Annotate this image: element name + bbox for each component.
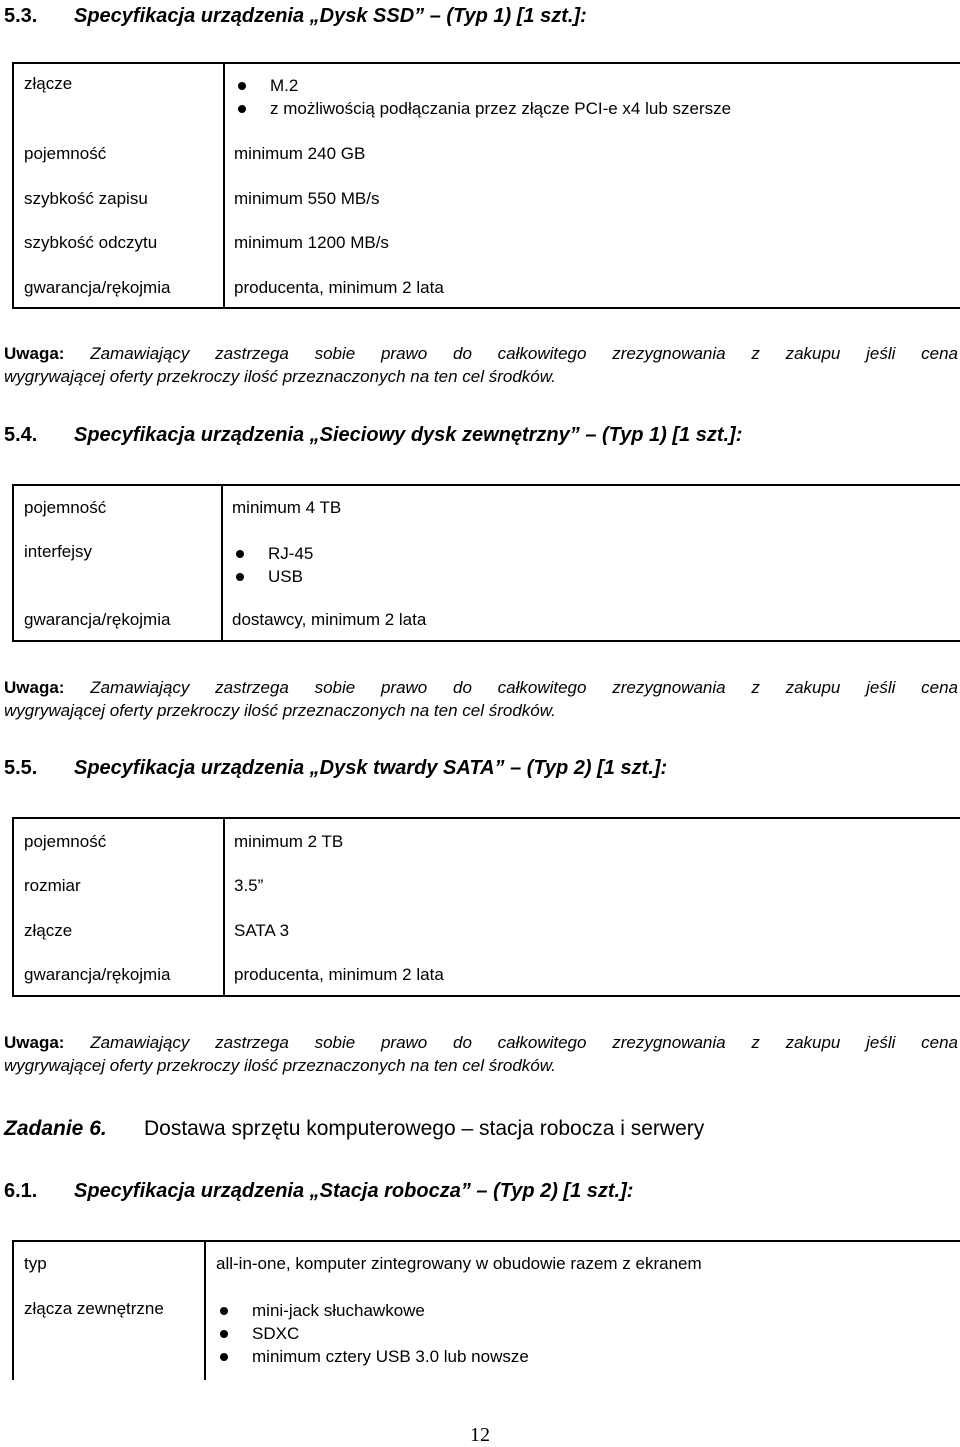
note-paragraph — [4, 676, 958, 722]
task-number: Zadanie 6. — [4, 1117, 107, 1140]
note-text: wygrywającej oferty przekroczy ilość przeznaczonych na ten cel środków. — [4, 1056, 556, 1075]
bullet-list — [234, 74, 731, 120]
section-number: 6.1. — [4, 1180, 38, 1202]
row-label: gwarancja/rękojmia — [24, 965, 171, 984]
row-value: minimum 1200 MB/s — [234, 233, 389, 252]
row-value: minimum 240 GB — [234, 144, 366, 163]
note-label: Uwaga: — [4, 344, 65, 363]
note-text: Zamawiający zastrzega sobie prawo do całkowitego zrezygnowania z zakupu jeśli cena — [90, 678, 959, 697]
list-item: RJ-45 — [232, 542, 313, 565]
column-divider — [204, 1242, 206, 1380]
row-label: szybkość odczytu — [24, 233, 158, 252]
page-number: 12 — [470, 1424, 490, 1446]
row-label: szybkość zapisu — [24, 189, 148, 208]
section-title: Specyfikacja urządzenia „Dysk SSD” – (Typ 1) [1 szt.]: — [74, 5, 587, 27]
row-value: producenta, minimum 2 lata — [234, 965, 444, 984]
list-item: SDXC — [216, 1322, 529, 1345]
spec-table-nas — [12, 484, 960, 642]
row-label: złącze — [24, 921, 73, 940]
row-label: rozmiar — [24, 876, 81, 895]
task-6-heading — [4, 1117, 704, 1141]
row-value: all-in-one, komputer zintegrowany w obudowie razem z ekranem — [216, 1254, 702, 1273]
list-item: z możliwością podłączania przez złącze PCI-e x4 lub szersze — [234, 97, 731, 120]
section-title: Specyfikacja urządzenia „Dysk twardy SATA” – (Typ 2) [1 szt.]: — [74, 757, 668, 779]
spec-table-hdd — [12, 817, 960, 997]
section-number: 5.4. — [4, 424, 38, 446]
bullet-list — [232, 542, 313, 588]
section-title: Specyfikacja urządzenia „Sieciowy dysk zewnętrzny” – (Typ 1) [1 szt.]: — [74, 424, 743, 446]
note-label: Uwaga: — [4, 678, 65, 697]
row-value: minimum 550 MB/s — [234, 189, 380, 208]
list-item: mini-jack słuchawkowe — [216, 1299, 529, 1322]
section-5-3-heading — [4, 5, 587, 28]
column-divider — [223, 64, 225, 307]
row-value: 3.5” — [234, 876, 264, 895]
task-title: Dostawa sprzętu komputerowego – stacja robocza i serwery — [144, 1117, 705, 1140]
section-title: Specyfikacja urządzenia „Stacja robocza” – (Typ 2) [1 szt.]: — [74, 1180, 634, 1202]
bullet-list — [216, 1299, 529, 1368]
row-label: pojemność — [24, 498, 107, 517]
row-label: złącze — [24, 74, 73, 93]
section-number: 5.5. — [4, 757, 38, 779]
row-label: złącza zewnętrzne — [24, 1299, 164, 1318]
row-label: interfejsy — [24, 542, 93, 561]
row-label: gwarancja/rękojmia — [24, 278, 171, 297]
note-text: wygrywającej oferty przekroczy ilość przeznaczonych na ten cel środków. — [4, 701, 556, 720]
row-value: minimum 2 TB — [234, 832, 344, 851]
note-text: Zamawiający zastrzega sobie prawo do całkowitego zrezygnowania z zakupu jeśli cena — [90, 1033, 959, 1052]
note-label: Uwaga: — [4, 1033, 65, 1052]
spec-table-ssd — [12, 62, 960, 309]
row-value: minimum 4 TB — [232, 498, 342, 517]
note-paragraph — [4, 1031, 958, 1077]
note-text: Zamawiający zastrzega sobie prawo do całkowitego zrezygnowania z zakupu jeśli cena — [90, 344, 959, 363]
section-number: 5.3. — [4, 5, 38, 27]
row-label: typ — [24, 1254, 47, 1273]
section-5-5-heading — [4, 757, 667, 780]
column-divider — [221, 486, 223, 640]
section-5-4-heading — [4, 424, 742, 447]
row-value: dostawcy, minimum 2 lata — [232, 610, 427, 629]
note-text: wygrywającej oferty przekroczy ilość przeznaczonych na ten cel środków. — [4, 367, 556, 386]
row-label: pojemność — [24, 832, 107, 851]
section-6-1-heading — [4, 1180, 633, 1203]
list-item: M.2 — [234, 74, 731, 97]
list-item: USB — [232, 565, 313, 588]
row-value: producenta, minimum 2 lata — [234, 278, 444, 297]
spec-table-workstation — [12, 1240, 960, 1380]
row-label: pojemność — [24, 144, 107, 163]
row-value: SATA 3 — [234, 921, 290, 940]
column-divider — [223, 819, 225, 995]
list-item: minimum cztery USB 3.0 lub nowsze — [216, 1345, 529, 1368]
note-paragraph — [4, 342, 958, 388]
row-label: gwarancja/rękojmia — [24, 610, 171, 629]
